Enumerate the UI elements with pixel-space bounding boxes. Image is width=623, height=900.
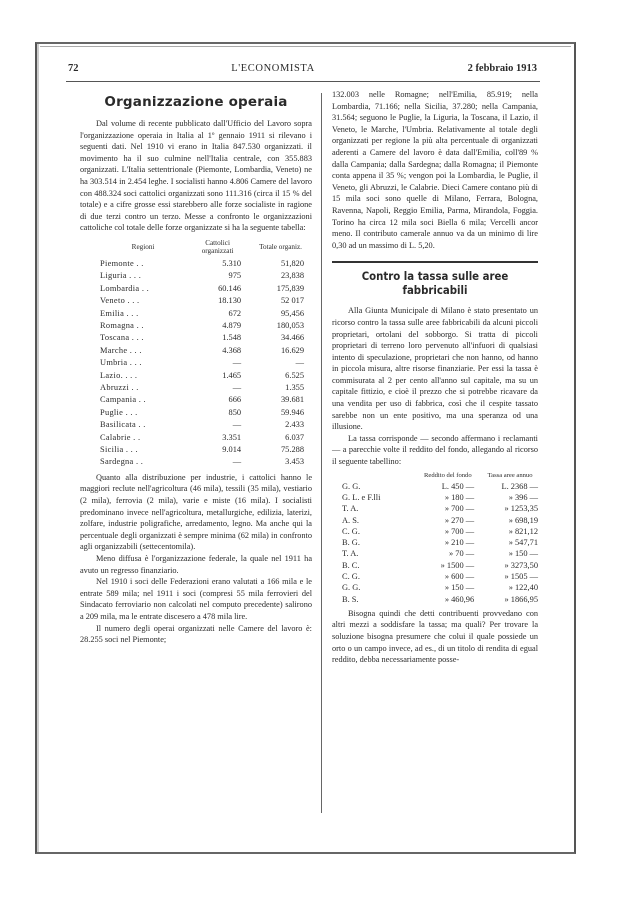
cattolici-cell: 672: [228, 308, 242, 318]
table-row: [342, 526, 538, 537]
reddito-cell: » 600 —: [444, 572, 475, 581]
table-row: [100, 456, 312, 468]
name-cell: C. G.: [342, 526, 360, 536]
totale-cell: 39.681: [280, 395, 304, 405]
paragraph: Quanto alla distribuzione per industrie, i cattolici hanno le maggiori reclute nell'agricoltura (46 mila), tessili (35 mila), vestiario (2 mila), ferrovia (2 mila), varie e miste (16 mila). I socialisti predominano invece nell'agricoltura, metallurgiche, edilizia, laterizi, zolfare, industrie poligrafiche, arredamento, legno. Ma anche qui la percentuale degli organizzati è sempre minima (62 mila) in confronto agli organizzabili (settecentomila).: [80, 472, 312, 552]
region-cell: Marche . . .: [100, 345, 142, 355]
reddito-cell: » 460,96: [444, 594, 475, 604]
paragraph: 132.003 nelle Romagne; nell'Emilia, 85.919; nella Lombardia, 71.166; nella Sicilia, 37.280; nella Campania, 31.564; seguono le Puglie, la Liguria, la Toscana, il Lazio, il Veneto, le Marche, l'Umbria. Relativamente al totale degli organizzati per regione la più alta percentuale di organizzati aderenti a Camere del lavoro è data dall'Emilia, coll'89 % dalla Campania; dalla Sardegna; dalla Romagna; il Piemonte conta appena il 35 %; vengon poi la Lombardia, le Puglie, il Veneto, gli Abruzzi, le Calabrie. Dieci Camere contano più di 15 mila soci sono quelle di Milano, Ferrara, Bologna, Ravenna, Napoli, Reggio Emilia, Parma, Mirandola, Foggia. Torino ha circa 12 mila soci Biella 6 mila; Vercelli ancor meno. Il contributo camerale annuo va da un minimo di lire 0,30 ad un massimo di L. 5,20.: [332, 90, 538, 250]
totale-cell: 180,053: [276, 320, 304, 330]
column-header: Cattolici organizzati: [201, 238, 234, 256]
cattolici-cell: —: [232, 457, 242, 467]
cattolici-cell: 1.548: [222, 333, 242, 343]
article-title-tassa: Contro la tassa sulle aree fabbricabili: [361, 270, 509, 298]
totale-cell: 6.037: [285, 432, 304, 442]
name-cell: G. L. e F.lli: [342, 492, 381, 502]
totale-cell: 52 017: [280, 296, 304, 306]
table-header-row: [342, 471, 538, 481]
cattolici-cell: 3.351: [222, 432, 242, 442]
cattolici-cell: 1.465: [222, 370, 242, 380]
name-cell: G. G.: [342, 583, 361, 593]
right-column: [332, 89, 538, 666]
paragraph: Alla Giunta Municipale di Milano è stato presentato un ricorso contro la tassa sulle aree fabbricabili da alcuni piccoli proprietari, ortolani del sobborgo. Si tratta di piccoli proprietari di terreno loro pervenuto all'infuori di qualsiasi intento di speculazione, proprietari che non hanno, od hanno in piccola misura, altre risorse finanziarie. Per essi la tassa è commisurata al 2 per cento all'anno sul capitale, ma su un capitale fittizio, e cioè il prezzo che si potrebbe ricavare da una vendita per uso di fabbrica, così che il cespite tassato sarebbe non un ente positivo, ma una speranza od una illusione.: [332, 306, 538, 432]
page-number: 72: [68, 63, 79, 74]
region-cell: Veneto . . .: [100, 296, 140, 306]
name-cell: B. C.: [342, 560, 360, 570]
region-cell: Basilicata . .: [100, 420, 146, 430]
tassa-cell: » 150 —: [508, 549, 538, 559]
region-cell: Sardegna . .: [100, 457, 144, 467]
paragraph: Dal volume di recente pubblicato dall'Ufficio del Lavoro sopra l'organizzazione operaia in Italia al 1º gennaio 1911 si rilevano i seguenti dati. Nel 1910 vi erano in Italia 847.530 organizzati. il movimento ha il suo culmine nell'Italia centrale, con 355.883 organizzati. L'Italia settentrionale (Piemonte, Lombardia, Veneto) ne ha 303.514 in 2.454 leghe. I socialisti hanno 4.806 Camere del lavoro con 488.324 soci cattolici organizzati sono 111.316 (circa il 15 % del totale) e a cifre grosse essi starebbero alle forze socialiste in ragione di due terzi contro un terzo. Messe a confronto le organizzazioni cattoliche col totale delle forze organizzate si ha la seguente tabella:: [80, 119, 312, 233]
table-row: [100, 345, 312, 357]
cattolici-cell: —: [232, 358, 242, 368]
column-header: Regioni: [131, 243, 155, 252]
cattolici-cell: 4.368: [222, 345, 242, 355]
tassa-cell: » 1866,95: [504, 594, 538, 604]
table-row: [100, 432, 312, 444]
tassa-cell: » 1253,35: [504, 504, 538, 514]
totale-cell: —: [295, 358, 304, 368]
tassa-cell: » 698,19: [508, 515, 538, 525]
reddito-cell: » 700 —: [444, 504, 475, 514]
cattolici-cell: —: [232, 420, 242, 430]
cattolici-cell: 850: [228, 407, 242, 417]
totale-cell: 6.525: [285, 370, 304, 380]
region-cell: Sicilia . . .: [100, 445, 138, 455]
cattolici-cell: 975: [228, 271, 242, 281]
cattolici-cell: 666: [228, 395, 242, 405]
name-cell: G. G.: [342, 481, 361, 491]
cattolici-cell: 5.310: [222, 258, 242, 268]
name-cell: A. S.: [342, 515, 359, 525]
totale-cell: 75.288: [280, 445, 304, 455]
totale-cell: 16.629: [280, 345, 304, 355]
header-rule: [66, 81, 540, 82]
table-row: [342, 594, 538, 605]
table-row: [100, 270, 312, 282]
table-row: [342, 481, 538, 492]
tassa-cell: » 122,40: [508, 583, 538, 593]
totale-cell: 95,456: [280, 308, 304, 318]
paragraph: Bisogna quindi che detti contribuenti provvedano con altri mezzi a soddisfare la tassa; ma quali? Per trovare la soluzione bisogna presumere che colui il quale possiede un orto o un campo invece, ad es., di un titolo di rendita di egual reddito, debba necessariamente posse-: [332, 608, 538, 665]
table-header-row: [100, 239, 312, 258]
totale-cell: 51,820: [280, 258, 304, 268]
tassa-cell: L. 2368 —: [501, 481, 538, 491]
column-header: Tassa aree annuo: [487, 471, 533, 479]
tassa-cell: » 1505 —: [504, 572, 538, 581]
name-cell: C. G.: [342, 572, 360, 581]
cattolici-cell: 18.130: [218, 296, 242, 306]
running-head: [68, 63, 537, 74]
table-row: [100, 320, 312, 332]
totale-cell: 3.453: [285, 457, 304, 467]
region-cell: Lazio. . . .: [100, 370, 138, 380]
reddito-cell: » 180 —: [444, 492, 475, 502]
region-cell: Lombardia . .: [100, 283, 150, 293]
region-cell: Piemonte . .: [100, 258, 144, 268]
section-rule: [332, 261, 538, 263]
tassa-cell: » 821,12: [508, 526, 538, 536]
table-row: [100, 394, 312, 406]
cattolici-cell: —: [232, 383, 242, 392]
column-header: Totale organiz.: [259, 243, 302, 252]
totale-cell: 23,838: [280, 271, 304, 281]
table-row: [342, 492, 538, 503]
region-cell: Abruzzi . .: [100, 383, 139, 392]
table-row: [342, 548, 538, 559]
name-cell: T. A.: [342, 549, 359, 559]
totale-cell: 1.355: [285, 383, 304, 392]
region-cell: Liguria . . .: [100, 271, 142, 281]
table-row: [100, 444, 312, 456]
column-header: [342, 471, 414, 481]
table-row: [100, 258, 312, 270]
table-row: [100, 332, 312, 344]
totale-cell: 175,839: [276, 283, 304, 293]
table-row: [100, 419, 312, 431]
reddito-cell: » 1500 —: [440, 560, 475, 570]
region-cell: Umbria . . .: [100, 358, 142, 368]
table-row: [342, 571, 538, 582]
reddito-cell: » 210 —: [444, 538, 475, 548]
paragraph: La tassa corrisponde — secondo affermano i reclamanti — a parecchie volte il reddito del fondo, allegando al ricorso il seguente tabellino:: [332, 433, 538, 467]
table-row: [100, 382, 312, 394]
table-row: [342, 560, 538, 571]
totale-cell: 34.466: [280, 333, 304, 343]
cattolici-cell: 4.879: [222, 320, 242, 330]
region-cell: Calabrie . .: [100, 432, 141, 442]
region-cell: Romagna . .: [100, 320, 144, 330]
reddito-cell: » 150 —: [444, 583, 475, 593]
column-header: Reddito del fondo: [424, 471, 472, 479]
issue-date: 2 febbraio 1913: [467, 63, 537, 74]
region-cell: Emilia . . .: [100, 308, 139, 318]
paragraph: Meno diffusa è l'organizzazione federale, la quale nel 1911 ha avuto un regresso finanziario.: [80, 554, 312, 575]
region-cell: Campania . .: [100, 395, 146, 405]
journal-title: L'ECONOMISTA: [231, 63, 315, 74]
table-row: [100, 295, 312, 307]
left-column: [80, 89, 312, 646]
name-cell: T. A.: [342, 504, 359, 514]
tax-table: [342, 471, 538, 605]
cattolici-cell: 9.014: [222, 445, 242, 455]
reddito-cell: » 270 —: [444, 515, 475, 525]
totale-cell: 59.946: [280, 407, 304, 417]
table-row: [100, 283, 312, 295]
table-row: [100, 370, 312, 382]
tassa-cell: » 396 —: [508, 492, 538, 502]
table-row: [100, 357, 312, 369]
article-title-organizzazione: Organizzazione operaia: [104, 94, 288, 110]
column-divider: [321, 93, 322, 813]
table-row: [100, 308, 312, 320]
paragraph: Nel 1910 i soci delle Federazioni erano valutati a 166 mila e le entrate 589 mila; nel 1911 i soci (compresi 55 mila ferrovieri del Sindacato ferroviario non calcolati nel computo precedente) salirono a 209 mila, ma le entrate discesero a 478 mila lire.: [80, 577, 312, 621]
table-row: [342, 515, 538, 526]
region-cell: Toscana . . .: [100, 333, 144, 343]
cattolici-cell: 60.146: [218, 283, 242, 293]
table-row: [342, 503, 538, 514]
table-row: [342, 537, 538, 548]
name-cell: B. S.: [342, 594, 359, 604]
tassa-cell: » 3273,50: [504, 560, 538, 570]
name-cell: B. G.: [342, 538, 360, 548]
reddito-cell: » 700 —: [444, 526, 475, 536]
reddito-cell: L. 450 —: [441, 481, 475, 491]
table-row: [342, 582, 538, 593]
regions-table: [100, 239, 312, 469]
table-row: [100, 407, 312, 419]
region-cell: Puglie . . .: [100, 407, 138, 417]
totale-cell: 2.433: [285, 420, 304, 430]
paragraph: Il numero degli operai organizzati nelle Camere del lavoro è: 28.255 soci nel Piemonte;: [80, 623, 312, 645]
tassa-cell: » 547,71: [508, 538, 538, 548]
reddito-cell: » 70 —: [449, 549, 475, 559]
